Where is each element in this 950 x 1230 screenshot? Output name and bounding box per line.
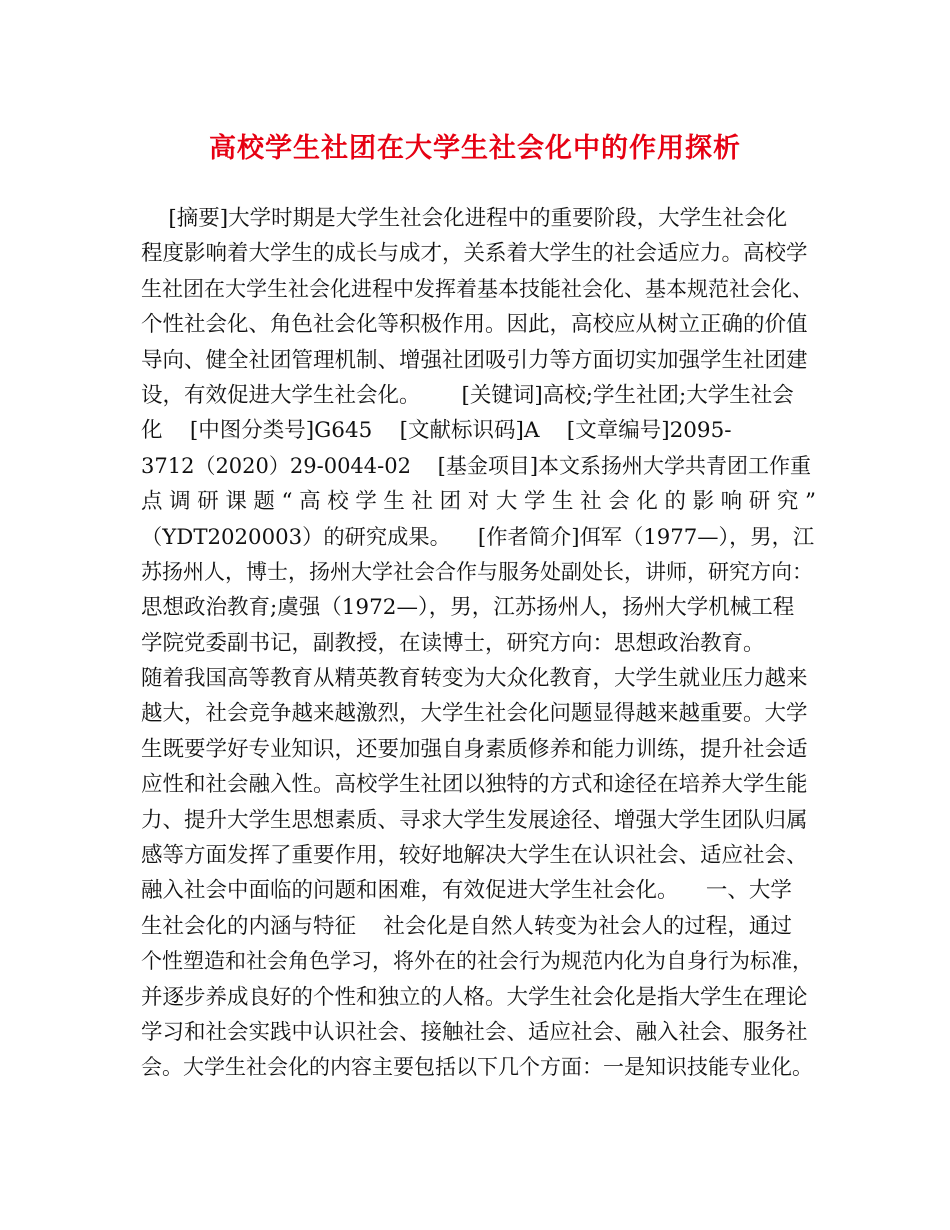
body-line: 程度影响着大学生的成长与成才，关系着大学生的社会适应力。高校学 <box>141 241 808 267</box>
body-line: 学习和社会实践中认识社会、接触社会、适应社会、融入社会、服务社 <box>141 1019 808 1045</box>
document-body <box>141 201 816 1086</box>
body-line: 生社团在大学生社会化进程中发挥着基本技能社会化、基本规范社会化、 <box>141 276 813 301</box>
body-line: （YDT2020003）的研究成果。 [作者简介]佴军（1977—），男，江 <box>141 524 815 550</box>
body-line: 感等方面发挥了重要作用，较好地解决大学生在认识社会、适应社会、 <box>141 843 808 869</box>
body-line: 力、提升大学生思想素质、寻求大学生发展途径、增强大学生团队归属 <box>141 807 808 833</box>
body-line: 苏扬州人，博士，扬州大学社会合作与服务处副处长，讲师，研究方向： <box>141 559 813 584</box>
body-line: 3712（2020）29-0044-02 [基金项目]本文系扬州大学共青团工作重 <box>141 453 812 478</box>
body-line: 会。大学生社会化的内容主要包括以下几个方面：一是知识技能专业化。 <box>141 1055 813 1080</box>
body-line: 越大，社会竞争越来越激烈，大学生社会化问题显得越来越重要。大学 <box>141 701 808 727</box>
body-line: [摘要]大学时期是大学生社会化进程中的重要阶段，大学生社会化 <box>141 206 788 231</box>
body-line: 个性社会化、角色社会化等积极作用。因此，高校应从树立正确的价值 <box>141 312 808 338</box>
body-line: 设，有效促进大学生社会化。 [关键词]高校;学生社团;大学生社会 <box>141 382 794 408</box>
body-line: 融入社会中面临的问题和困难，有效促进大学生社会化。 一、大学 <box>141 878 792 904</box>
body-line: 并逐步养成良好的个性和独立的人格。大学生社会化是指大学生在理论 <box>141 984 808 1010</box>
body-line: 化 [中图分类号]G645 [文献标识码]A [文章编号]2095- <box>141 418 732 444</box>
body-line: 思想政治教育;虞强（1972—），男，江苏扬州人，扬州大学机械工程 <box>141 595 795 621</box>
document-title: 高校学生社团在大学生社会化中的作用探析 <box>209 133 741 164</box>
body-line: 生社会化的内涵与特征 社会化是自然人转变为社会人的过程，通过 <box>141 913 792 939</box>
body-line: 随着我国高等教育从精英教育转变为大众化教育，大学生就业压力越来 <box>141 666 808 692</box>
body-line: 个性塑造和社会角色学习，将外在的社会行为规范内化为自身行为标准， <box>141 949 813 974</box>
body-line: 导向、健全社团管理机制、增强社团吸引力等方面切实加强学生社团建 <box>141 347 808 373</box>
body-line: 应性和社会融入性。高校学生社团以独特的方式和途径在培养大学生能 <box>141 772 808 798</box>
body-line: 点调研课题“高校学生社团对大学生社会化的影响研究” <box>141 489 816 515</box>
body-line: 学院党委副书记，副教授，在读博士，研究方向：思想政治教育。 <box>141 630 765 656</box>
body-line: 生既要学好专业知识，还要加强自身素质修养和能力训练，提升社会适 <box>141 736 808 762</box>
